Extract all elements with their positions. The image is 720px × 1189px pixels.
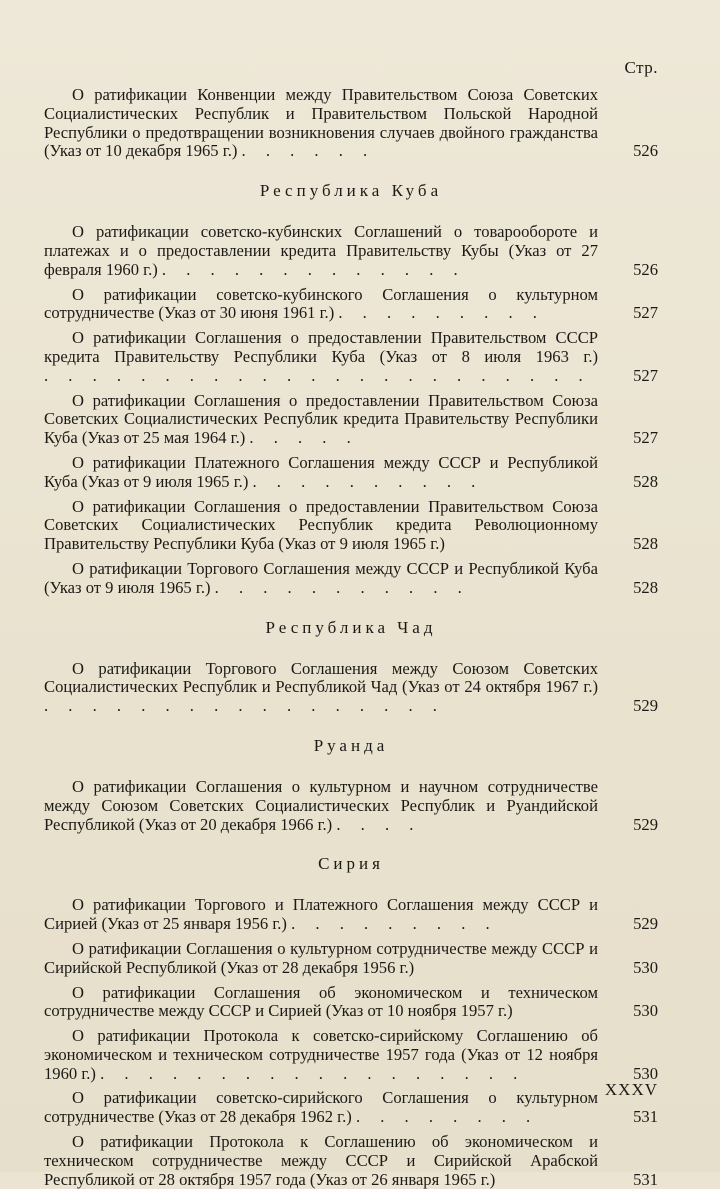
leader-dots: . . . . . . — [241, 141, 376, 161]
entry-text: О ратификации Протокола к Соглашению об экономическом и техническом сотрудничестве между СССР и Сирийской Арабской Республикой от 28 октября 1957 года (Указ от 26 января 1965 г.) — [44, 1132, 598, 1189]
toc-entry — [44, 940, 658, 978]
toc-entry — [44, 778, 658, 834]
toc-entry — [44, 223, 658, 279]
section-title-chad: Республика Чад — [265, 617, 437, 637]
entry-page-number: 527 — [633, 303, 658, 323]
leader-dots: . . . . . . . . . . . . . — [161, 259, 466, 279]
leader-dots: . . . . . . . . . — [291, 914, 498, 934]
toc-entry — [44, 286, 658, 324]
entry-page-number: 527 — [633, 428, 658, 448]
leader-dots: . . . . . . . . . . . . . . . . . . . . . . . — [44, 365, 591, 385]
leader-dots: . . . . . . . . . . . . . . . . . — [44, 696, 445, 716]
entry-page-number: 530 — [633, 1063, 658, 1083]
entry-text: О ратификации Торгового Соглашения между СССР и Республикой Куба (Указ от 9 июля 1965 г.) — [44, 558, 598, 597]
section-title-syria: Сирия — [318, 854, 384, 874]
leader-dots: . . . . . . . . — [355, 1107, 539, 1127]
entry-page-number: 526 — [633, 259, 658, 279]
leader-dots: . . . . . . . . . . . — [214, 577, 470, 597]
leader-dots: . . . . . . . . . . — [252, 471, 484, 491]
leader-dots: . . . . . . . . . . . . . . . . . . — [100, 1063, 526, 1083]
section-title-cuba: Республика Куба — [259, 181, 443, 201]
toc-entry — [44, 498, 658, 554]
entry-page-number: 529 — [633, 814, 658, 834]
entry-page-number: 529 — [633, 696, 658, 716]
entry-text: О ратификации Соглашения о культурном и научном сотрудничестве между Союзом Советских Социалистических Республик и Руандийской Республикой (Указ от 20 декабря 1966 г.) — [44, 776, 598, 834]
leader-dots: . . . . . . . . . — [338, 303, 545, 323]
entry-text: О ратификации Соглашения об экономическом и техническом сотрудничестве между СССР и Сирией (Указ от 10 ноября 1957 г.) — [44, 982, 598, 1021]
entry-text: О ратификации Соглашения о предоставлении Правительством Союза Советских Социалистических Республик кредита Правительству Республики Куба (Указ от 25 мая 1964 г.) — [44, 390, 598, 448]
toc-entry — [44, 984, 658, 1022]
entry-page-number: 529 — [633, 914, 658, 934]
entry-text: О ратификации Протокола к советско-сирийскому Соглашению об экономическом и техническом сотрудничестве 1957 года (Указ от 12 ноября 1960 г.) — [44, 1026, 598, 1083]
entry-page-number: 528 — [633, 471, 658, 491]
entry-page-number: 528 — [633, 534, 658, 554]
toc-entry — [44, 1027, 658, 1083]
entry-page-number: 530 — [633, 1001, 658, 1021]
toc-entry — [44, 896, 658, 934]
leader-dots: . . . . . — [249, 428, 359, 448]
entry-text: О ратификации советско-кубинского Соглашения о культурном сотрудничестве (Указ от 30 июня 1961 г.) — [44, 284, 598, 323]
entry-page-number: 527 — [633, 365, 658, 385]
entry-text: О ратификации Торгового и Платежного Соглашения между СССР и Сирией (Указ от 25 января 1956 г.) — [44, 895, 598, 934]
entry-page-number: 530 — [633, 957, 658, 977]
leader-dots: . . . . — [336, 814, 422, 834]
toc-entry — [44, 329, 658, 385]
entry-text: О ратификации Соглашения о предоставлении Правительством СССР кредита Правительству Республики Куба (Указ от 8 июля 1963 г.) — [44, 328, 598, 366]
entry-page-number: 528 — [633, 577, 658, 597]
toc-entry-intro — [44, 86, 658, 161]
toc-entry — [44, 392, 658, 448]
entry-text: О ратификации советско-кубинских Соглашений о товарообороте и платежах и о предоставлении кредита Правительству Кубы (Указ от 27 февраля 1960 г.) — [44, 222, 598, 279]
page-column-label: Стр. — [624, 58, 658, 77]
toc-entry — [44, 1133, 658, 1189]
entry-page-number: 531 — [633, 1107, 658, 1127]
section-title-rwanda: Руанда — [313, 735, 389, 755]
entry-page-number: 531 — [633, 1169, 658, 1189]
entry-text: О ратификации советско-сирийского Соглашения о культурном сотрудничестве (Указ от 28 декабря 1962 г.) — [44, 1088, 598, 1127]
toc-entry — [44, 1089, 658, 1127]
entry-text: О ратификации Соглашения о предоставлении Правительством Союза Советских Социалистических Республик кредита Революционному Правительству Республики Куба (Указ от 9 июля 1965 г.) — [44, 496, 598, 554]
toc-entry — [44, 454, 658, 492]
entry-text: О ратификации Конвенции между Правительством Союза Советских Социалистических Республик и Правительством Польской Народной Республики о предотвращении возникновения случаев двойного гражданства (Указ от 10 декабря 1965 г.) — [44, 85, 598, 161]
entry-text: О ратификации Торгового Соглашения между Союзом Советских Социалистических Республик и Республикой Чад (Указ от 24 октября 1967 г.) — [44, 658, 598, 697]
toc-entry — [44, 660, 658, 716]
roman-page-number: XXXV — [604, 1080, 658, 1099]
toc-entry — [44, 560, 658, 598]
entry-text: О ратификации Платежного Соглашения между СССР и Республикой Куба (Указ от 9 июля 1965 г.) — [44, 452, 598, 491]
entry-text: О ратификации Соглашения о культурном сотрудничестве между СССР и Сирийской Республикой (Указ от 28 декабря 1956 г.) — [44, 938, 598, 977]
entry-page-number: 526 — [633, 141, 658, 161]
